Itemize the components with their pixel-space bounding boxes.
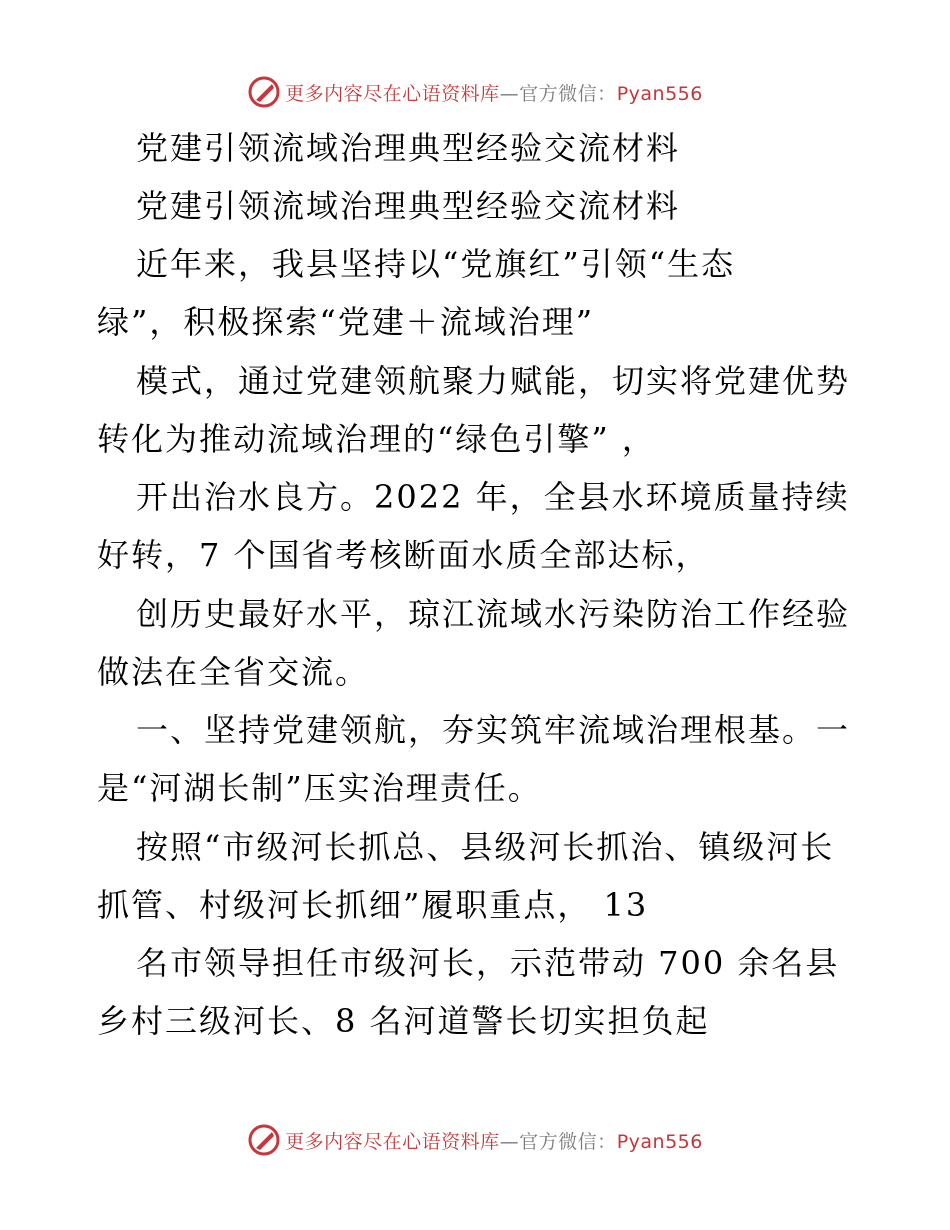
watermark-official-text: —官方微信： [499,1130,617,1153]
quill-pen-circle-icon [247,1123,281,1157]
paragraph-line: 绿”，积极探索“党建＋流域治理” [97,303,595,341]
paragraph-line: 开出治水良方。2022 年，全县水环境质量持续 [136,478,850,516]
paragraph-line: 是“河湖长制”压实治理责任。 [97,769,542,807]
paragraph-line: 近年来，我县坚持以“党旗红”引领“生态 [136,245,736,283]
paragraph-line: 名市领导担任市级河长，示范带动 700 余名县 [136,944,840,982]
watermark-handle: Pyan556 [616,1130,703,1153]
paragraph-line: 转化为推动流域治理的“绿色引擎” ， [97,420,656,458]
paragraph-line: 抓管、村级河长抓细”履职重点， 13 [97,886,649,924]
document-title: 党建引领流域治理典型经验交流材料 [136,129,681,167]
paragraph-line: 做法在全省交流。 [97,653,370,691]
document-title-repeat: 党建引领流域治理典型经验交流材料 [136,187,681,225]
watermark-text [285,1127,703,1154]
paragraph-line: 模式，通过党建领航聚力赋能，切实将党建优势 [136,362,851,400]
watermark-site-text: 更多内容尽在心语资料库 [285,82,500,105]
watermark-official-text: —官方微信： [499,82,617,105]
section-heading-line: 一、坚持党建领航，夯实筑牢流域治理根基。一 [136,711,851,749]
watermark-site-text: 更多内容尽在心语资料库 [285,1130,500,1153]
watermark-banner-bottom [0,1120,950,1160]
paragraph-line: 创历史最好水平，琼江流域水污染防治工作经验 [136,595,851,633]
watermark-handle: Pyan556 [616,82,703,105]
paragraph-line: 按照“市级河长抓总、县级河长抓治、镇级河长 [136,828,835,866]
paragraph-line: 好转，7 个国省考核断面水质全部达标， [97,536,710,574]
paragraph-line: 乡村三级河长、8 名河道警长切实担负起 [97,1002,710,1040]
